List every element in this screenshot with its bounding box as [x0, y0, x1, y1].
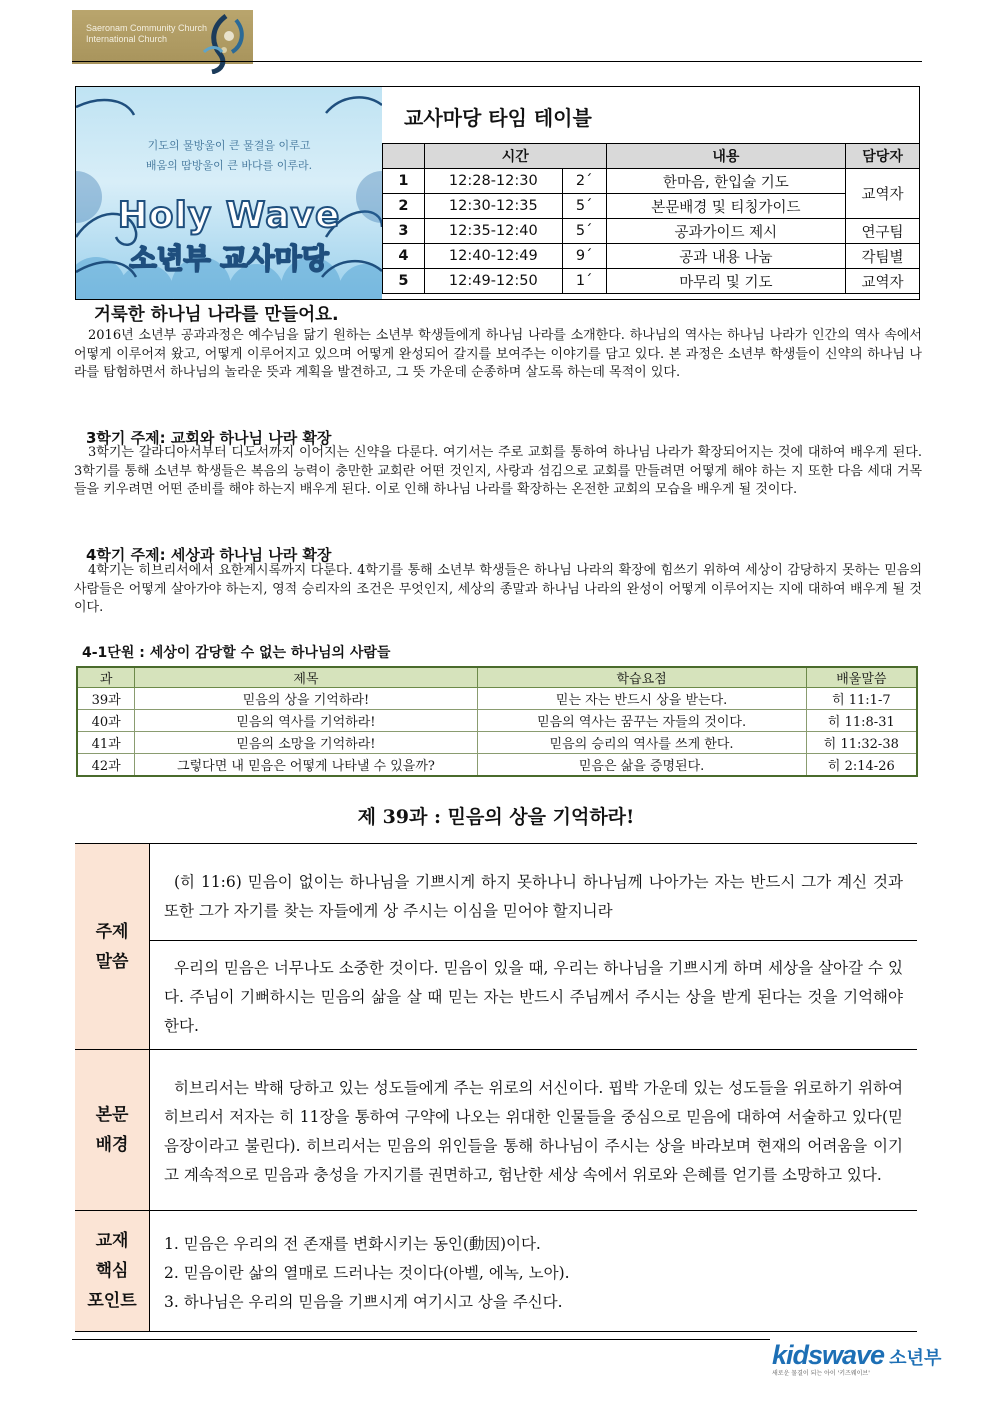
lesson-no: 41과	[77, 732, 135, 754]
theme-label-line2: 말씀	[95, 951, 129, 972]
theme-text-row	[75, 941, 917, 1050]
timetable-header-content: 내용	[606, 144, 845, 169]
lesson-verse: 히 11:32-38	[806, 732, 917, 754]
timetable-content: 마무리 및 기도	[606, 269, 845, 294]
core-label-line2: 핵심	[95, 1261, 129, 1281]
banner-motto-line2: 배움의 땀방울이 큰 바다를 이루라.	[145, 159, 313, 172]
timetable-header-owner: 담당자	[846, 144, 920, 169]
lessons-header-verse: 배울말씀	[806, 667, 917, 688]
core-points-row	[75, 1211, 917, 1332]
lesson-point: 믿음의 승리의 역사를 쓰게 한다.	[477, 732, 806, 754]
lesson-verse: 히 11:1-7	[806, 688, 917, 710]
core-point: 2. 믿음이란 삶의 열매로 드러나는 것이다(아벨, 에녹, 노아).	[164, 1263, 570, 1282]
church-name-line1: Saeronam Community Church	[86, 23, 208, 33]
unit-title: 4-1단원 : 세상이 감당할 수 없는 하나님의 사람들	[82, 645, 391, 661]
lesson-point: 믿음은 삶을 증명된다.	[477, 754, 806, 777]
church-logo	[72, 10, 253, 64]
banner-title-ko: 소년부 교사마당	[129, 242, 329, 275]
kidswave-logo-text: kidswave	[772, 1340, 885, 1370]
timetable-header-time: 시간	[424, 144, 606, 169]
timetable-owner: 교역자	[846, 169, 920, 219]
theme-text: 우리의 믿음은 너무나도 소중한 것이다. 믿음이 있을 때, 우리는 하나님을 기쁘시게 하며 세상을 살아갈 수 있다. 주님이 기뻐하시는 믿음의 삶을 살 때 믿는 자는 반드시 주님께서 주시는 상을 받게 된다는 것을 기억해야 한다.	[150, 941, 918, 1050]
lessons-header-title: 제목	[135, 667, 477, 688]
background-label-line1: 본문	[95, 1105, 129, 1125]
timetable-duration: 2´	[562, 169, 606, 194]
lesson-title-cell: 믿음의 소망을 기억하라!	[135, 732, 477, 754]
lessons-row	[77, 688, 917, 710]
church-name-line2: International Church	[86, 34, 168, 44]
background-label	[75, 1050, 150, 1211]
timetable-time: 12:35-12:40	[424, 219, 562, 244]
term3-paragraph: 3학기는 갈라디아서부터 디도서까지 이어지는 신약을 다룬다. 여기서는 주로 교회를 통하여 하나님 나라가 확장되어지는 것에 대하여 배우게 된다. 3학기를 통해 소년부 학생들은 복음의 능력이 충만한 교회란 어떤 것인지, 사랑과 섬김으로 교회를 만들려면 어떻게 해야 하는 지 또한 다음 세대 거목들을 키우려면 어떤 준비를 해야 하는지 배우게 된다. 이로 인해 하나님 나라를 확장하는 온전한 교회의 모습을 배우게 될 것이다.	[74, 445, 922, 497]
core-point: 3. 하나님은 우리의 믿음을 기쁘시게 여기시고 상을 주신다.	[164, 1292, 563, 1311]
timetable-row	[383, 169, 920, 194]
term4-heading: 4학기 주제: 세상과 하나님 나라 확장	[86, 546, 332, 564]
church-name	[86, 23, 207, 45]
timetable-row	[383, 269, 920, 294]
lesson-verse: 히 2:14-26	[806, 754, 917, 777]
unit-lessons-table	[76, 666, 918, 777]
core-label-line1: 교재	[95, 1231, 129, 1251]
timetable-time: 12:40-12:49	[424, 244, 562, 269]
banner-title-en: Holy Wave	[117, 195, 341, 236]
background-row	[75, 1050, 917, 1211]
timetable-no: 1	[383, 169, 425, 194]
timetable-header-row	[383, 144, 920, 169]
holy-wave-banner	[76, 87, 382, 299]
lessons-row	[77, 732, 917, 754]
kidswave-logo-suffix: 소년부	[889, 1348, 942, 1369]
lesson-point: 믿는 자는 반드시 상을 받는다.	[477, 688, 806, 710]
timetable-no: 4	[383, 244, 425, 269]
kidswave-logo	[772, 1340, 941, 1377]
timetable-content: 한마음, 한입술 기도	[606, 169, 845, 194]
lesson-info-table	[75, 843, 917, 1332]
lesson-title-cell: 믿음의 역사를 기억하라!	[135, 710, 477, 732]
intro-heading: 거룩한 하나님 나라를 만들어요.	[94, 305, 339, 325]
timetable-duration: 5´	[562, 219, 606, 244]
timetable-no: 3	[383, 219, 425, 244]
theme-label	[75, 844, 150, 1050]
lessons-header-point: 학습요점	[477, 667, 806, 688]
core-label-line3: 포인트	[87, 1291, 137, 1311]
lesson-title: 제 39과 : 믿음의 상을 기억하라!	[357, 806, 635, 828]
timetable-content: 본문배경 및 티칭가이드	[606, 194, 845, 219]
footer-rule	[72, 1339, 770, 1340]
timetable-time: 12:30-12:35	[424, 194, 562, 219]
church-emblem-icon	[196, 12, 252, 74]
term4-paragraph: 4학기는 히브리서에서 요한계시록까지 다룬다. 4학기를 통해 소년부 학생들은 하나님 나라의 확장에 힘쓰기 위하여 세상이 감당하지 못하는 믿음의 사람들은 어떻게 살아가야 하는지, 영적 승리자의 조건은 무엇인지, 세상의 종말과 하나님 나라의 완성이 어떻게 이루어지는 지에 대하여 배우게 될 것이다.	[74, 563, 922, 615]
lessons-header-no: 과	[77, 667, 135, 688]
timetable-owner: 교역자	[846, 269, 920, 294]
timetable-time: 12:49-12:50	[424, 269, 562, 294]
timetable-row	[383, 194, 920, 219]
lesson-no: 39과	[77, 688, 135, 710]
timetable-owner: 연구팀	[846, 219, 920, 244]
core-point: 1. 믿음은 우리의 전 존재를 변화시키는 동인(動因)이다.	[164, 1234, 541, 1253]
background-text: 히브리서는 박해 당하고 있는 성도들에게 주는 위로의 서신이다. 핍박 가운데 있는 성도들을 위로하기 위하여 히브리서 저자는 히 11장을 통하여 구약에 나오는 위대한 인물들을 중심으로 믿음에 대하여 서술하고 있다(믿음장이라고 불린다). 히브리서는 믿음의 위인들을 통해 하나님이 주시는 상을 바라보며 현재의 어려움을 이기고 계속적으로 믿음과 충성을 가지기를 권면하고, 험난한 세상 속에서 위로와 은혜를 얻기를 소망하고 있다.	[150, 1050, 918, 1211]
timetable-duration: 9´	[562, 244, 606, 269]
theme-verse: (히 11:6) 믿음이 없이는 하나님을 기쁘시게 하지 못하나니 하나님께 나아가는 자는 반드시 그가 계신 것과 또한 그가 자기를 찾는 자들에게 상 주시는 이심을 믿어야 할지니라	[150, 844, 918, 941]
lesson-title-cell: 그렇다면 내 믿음은 어떻게 나타낼 수 있을까?	[135, 754, 477, 777]
header-rule	[72, 61, 922, 62]
lesson-point: 믿음의 역사는 꿈꾸는 자들의 것이다.	[477, 710, 806, 732]
theme-label-line1: 주제	[95, 921, 129, 942]
lesson-no: 42과	[77, 754, 135, 777]
timetable	[382, 143, 920, 294]
timetable-no: 2	[383, 194, 425, 219]
timetable-time: 12:28-12:30	[424, 169, 562, 194]
banner-motto-line1: 기도의 물방울이 큰 물결을 이루고	[147, 139, 311, 152]
timetable-header-no	[383, 144, 425, 169]
lessons-row	[77, 710, 917, 732]
timetable-content: 공과 내용 나눔	[606, 244, 845, 269]
timetable-title: 교사마당 타임 테이블	[404, 106, 592, 130]
timetable-no: 5	[383, 269, 425, 294]
timetable-row	[383, 244, 920, 269]
lessons-header-row	[77, 667, 917, 688]
lesson-no: 40과	[77, 710, 135, 732]
lesson-title-cell: 믿음의 상을 기억하라!	[135, 688, 477, 710]
timetable-owner: 각팀별	[846, 244, 920, 269]
theme-verse-row	[75, 844, 917, 941]
term3-heading: 3학기 주제: 교회와 하나님 나라 확장	[86, 429, 332, 447]
timetable-row	[383, 219, 920, 244]
core-points	[150, 1211, 918, 1332]
lesson-verse: 히 11:8-31	[806, 710, 917, 732]
intro-paragraph: 2016년 소년부 공과과정은 예수님을 닮기 원하는 소년부 학생들에게 하나님 나라를 소개한다. 하나님의 역사는 하나님 나라가 인간의 역사 속에서 어떻게 이루어져 왔고, 어떻게 이루어지고 있으며 어떻게 완성되어 갈지를 보여주는 이야기를 담고 있다. 본 과정은 소년부 학생들이 신약의 하나님 나라를 탐험하면서 하나님의 놀라운 뜻과 계획을 발견하고, 그 뜻 가운데 순종하며 살도록 하는데 목적이 있다.	[74, 328, 922, 380]
timetable-duration: 1´	[562, 269, 606, 294]
timetable-duration: 5´	[562, 194, 606, 219]
background-label-line2: 배경	[95, 1135, 129, 1155]
lessons-row	[77, 754, 917, 777]
kidswave-tagline: 새로운 물결이 되는 아이 '키즈웨이브'	[772, 1370, 870, 1377]
timetable-content: 공과가이드 제시	[606, 219, 845, 244]
core-label	[75, 1211, 150, 1332]
